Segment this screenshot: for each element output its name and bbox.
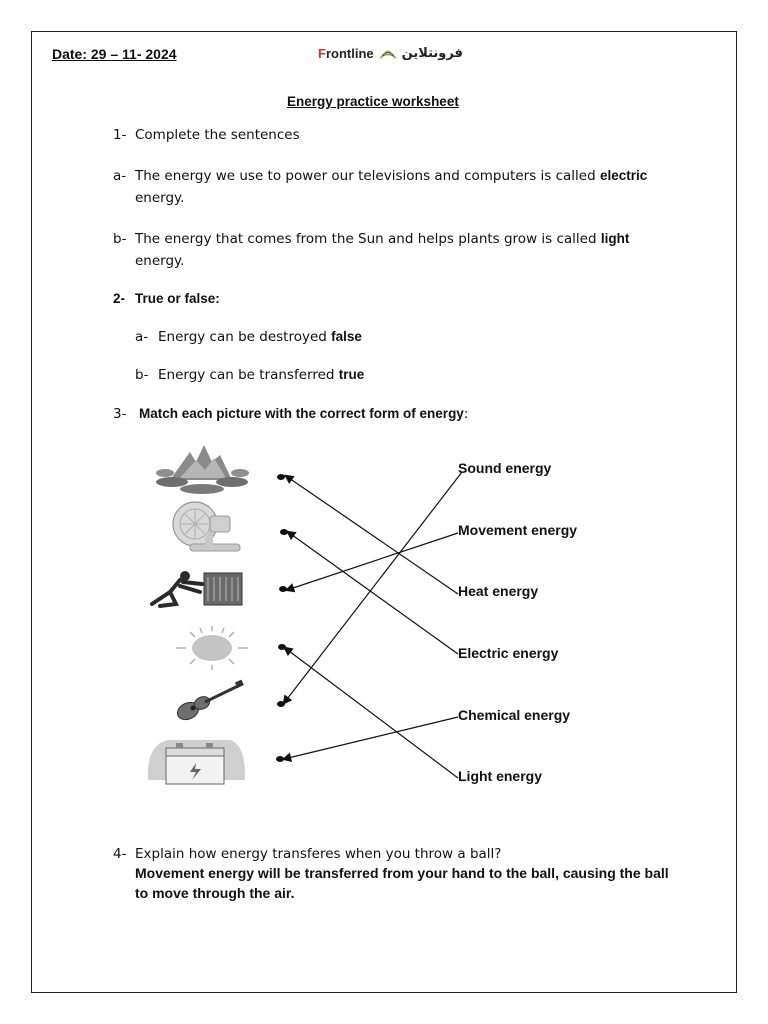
question-2b-answer: true xyxy=(338,367,365,382)
question-2a-answer: false xyxy=(331,329,362,344)
energy-label-chemical: Chemical energy xyxy=(458,707,571,723)
question-2b-text: Energy can be transferred true xyxy=(158,367,365,383)
question-1-prompt: Complete the sentences xyxy=(135,127,300,143)
question-2-number: 2- xyxy=(113,291,126,306)
energy-label-sound: Sound energy xyxy=(458,460,552,476)
logo-text-ar: فرونتلاين xyxy=(401,46,463,61)
question-1b-text: The energy that comes from the Sun and helps plants grow is called light energy. xyxy=(135,231,630,269)
guitar-icon xyxy=(175,680,244,723)
energy-label-heat: Heat energy xyxy=(458,583,539,599)
date-label: Date: 29 – 11- 2024 xyxy=(52,46,177,62)
match-line-electric-fan xyxy=(288,532,458,654)
match-dot-4 xyxy=(278,644,286,650)
question-1a-number: a- xyxy=(113,168,127,184)
question-2a-text: Energy can be destroyed false xyxy=(158,329,362,345)
question-1a-text: The energy we use to power our televisions and computers is called electric energy. xyxy=(135,168,648,206)
energy-label-movement: Movement energy xyxy=(458,522,578,538)
match-dot-3 xyxy=(279,586,287,592)
match-dot-5 xyxy=(277,701,285,707)
match-dot-1 xyxy=(277,474,285,480)
page-title: Energy practice worksheet xyxy=(287,94,459,109)
sun-icon xyxy=(176,626,248,670)
fan-icon xyxy=(173,502,240,551)
energy-label-electric: Electric energy xyxy=(458,645,559,661)
question-2a-number: a- xyxy=(135,329,149,345)
question-1a-answer: electric xyxy=(599,168,648,183)
match-line-sound-guitar xyxy=(284,472,462,703)
question-3-number: 3- xyxy=(113,406,127,422)
energy-label-light: Light energy xyxy=(458,768,543,784)
campfire-icon xyxy=(156,445,249,494)
match-dot-2 xyxy=(280,529,288,535)
question-2b-number: b- xyxy=(135,367,149,383)
question-2-prompt: True or false: xyxy=(135,291,220,306)
question-1b-answer: light xyxy=(600,231,630,246)
question-4-number: 4- xyxy=(113,846,127,862)
question-4-prompt: Explain how energy transferes when you throw a ball? xyxy=(135,846,502,862)
question-1-number: 1- xyxy=(113,127,127,143)
match-dot-6 xyxy=(276,756,284,762)
battery-icon xyxy=(148,740,245,784)
question-1b-number: b- xyxy=(113,231,127,247)
match-line-movement-person xyxy=(287,533,458,590)
match-line-heat-campfire xyxy=(286,476,458,594)
match-line-chemical-battery xyxy=(284,717,458,759)
question-3-prompt: Match each picture with the correct form of energy: xyxy=(139,406,469,422)
person-pushing-box-icon xyxy=(152,571,242,606)
question-4-answer: Movement energy will be transferred from your hand to the ball, causing the ball to move through the air. xyxy=(135,865,669,901)
logo-text-en: Frontline xyxy=(318,46,374,61)
